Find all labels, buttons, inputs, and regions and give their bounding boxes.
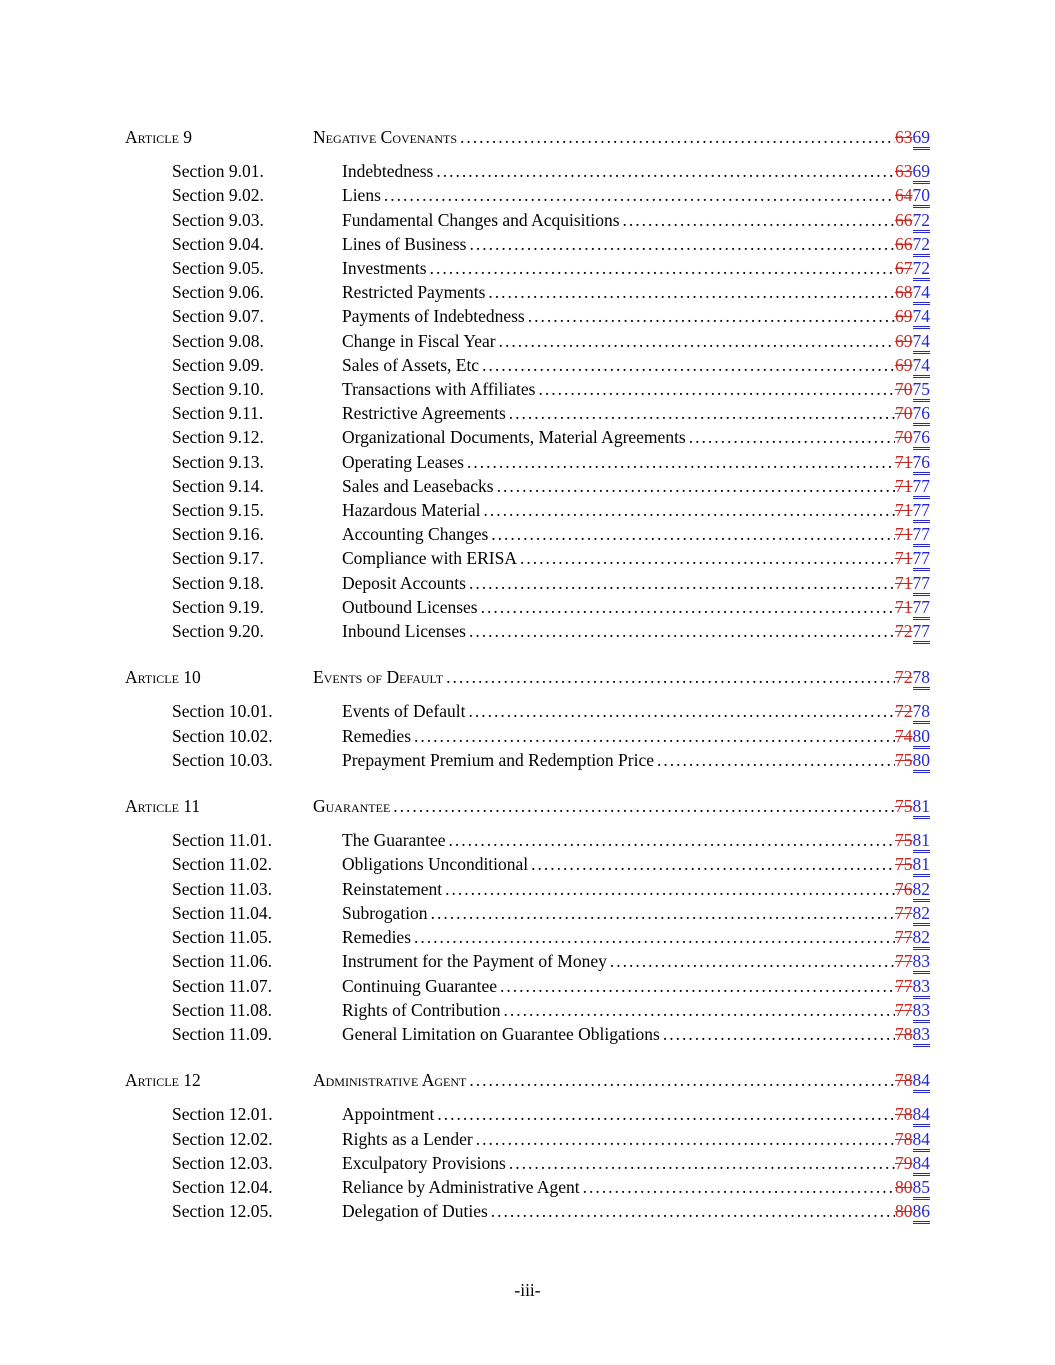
section-label: Section 11.03.: [172, 878, 272, 899]
section-label: Section 12.04.: [172, 1176, 273, 1197]
deleted-page-number: 77: [895, 927, 913, 948]
section-title: Compliance with ERISA: [342, 548, 517, 569]
dot-leader: [476, 1127, 895, 1151]
dot-leader: [623, 208, 895, 232]
deleted-page-number: 72: [895, 701, 913, 722]
deleted-page-number: 67: [895, 258, 913, 279]
dot-leader: [468, 699, 895, 723]
dot-leader: [663, 1022, 895, 1046]
toc-section-row: [125, 1022, 930, 1046]
toc-article-row: [125, 794, 930, 818]
article-title: Events of Default: [313, 667, 444, 688]
section-title: Accounting Changes: [342, 524, 489, 545]
page-numbers: [895, 828, 930, 852]
page-numbers: [895, 256, 930, 280]
section-label: Section 10.03.: [172, 749, 273, 770]
page-numbers: [895, 1175, 930, 1199]
page-numbers: [895, 377, 930, 401]
page-numbers: [895, 998, 930, 1022]
dot-leader: [414, 925, 895, 949]
section-label: Section 9.11.: [172, 403, 264, 424]
section-label: Section 9.07.: [172, 306, 264, 327]
section-title: Rights of Contribution: [342, 999, 501, 1020]
footer-page-number: -iii-: [514, 1280, 541, 1300]
page-numbers: [895, 974, 930, 998]
page-numbers: [895, 699, 930, 723]
toc-section-row: [125, 619, 930, 643]
page-numbers: [895, 1102, 930, 1126]
page-numbers: [895, 183, 930, 207]
dot-leader: [469, 232, 895, 256]
toc-section-row: [125, 304, 930, 328]
inserted-page-number-link[interactable]: 75: [913, 379, 931, 402]
page-numbers: [895, 794, 930, 818]
dot-leader: [446, 665, 895, 689]
section-label: Section 9.02.: [172, 185, 264, 206]
section-title: Sales of Assets, Etc: [342, 354, 480, 375]
dot-leader: [491, 522, 895, 546]
article-title: Administrative Agent: [313, 1070, 467, 1091]
section-label: Section 9.03.: [172, 209, 264, 230]
page-numbers: [895, 852, 930, 876]
toc-section-row: [125, 571, 930, 595]
inserted-page-number-link[interactable]: 72: [913, 258, 931, 281]
dot-leader: [467, 450, 895, 474]
page-numbers: [895, 1199, 930, 1223]
deleted-page-number: 70: [895, 427, 913, 448]
page-numbers: [895, 1022, 930, 1046]
section-title: Exculpatory Provisions: [342, 1152, 506, 1173]
section-label: Section 12.05.: [172, 1201, 273, 1222]
section-title: Outbound Licenses: [342, 596, 478, 617]
dot-leader: [531, 852, 895, 876]
inserted-page-number-link[interactable]: 76: [913, 427, 931, 450]
dot-leader: [384, 183, 895, 207]
deleted-page-number: 77: [895, 902, 913, 923]
page-numbers: [895, 208, 930, 232]
page-numbers: [895, 450, 930, 474]
dot-leader: [469, 619, 895, 643]
deleted-page-number: 78: [895, 1070, 913, 1091]
section-label: Section 11.08.: [172, 999, 272, 1020]
deleted-page-number: 71: [895, 451, 913, 472]
section-title: Payments of Indebtedness: [342, 306, 525, 327]
inserted-page-number-link[interactable]: 86: [913, 1201, 931, 1224]
section-label: Section 9.18.: [172, 572, 264, 593]
toc-section-row: [125, 522, 930, 546]
toc-section-row: [125, 1199, 930, 1223]
toc-section-row: [125, 377, 930, 401]
deleted-page-number: 63: [895, 127, 913, 147]
dot-leader: [520, 546, 895, 570]
deleted-page-number: 75: [895, 749, 913, 770]
dot-leader: [583, 1175, 895, 1199]
toc-section-row: [125, 877, 930, 901]
inserted-page-number-link[interactable]: 78: [913, 667, 931, 690]
section-title: Fundamental Changes and Acquisitions: [342, 209, 620, 230]
page-numbers: [895, 159, 930, 183]
section-title: Delegation of Duties: [342, 1201, 488, 1222]
section-label: Section 9.14.: [172, 475, 264, 496]
toc-article-row: [125, 125, 930, 149]
toc-section-row: [125, 724, 930, 748]
section-title: Prepayment Premium and Redemption Price: [342, 749, 655, 770]
toc-section-row: [125, 1151, 930, 1175]
section-label: Section 11.07.: [172, 975, 272, 996]
inserted-page-number-link[interactable]: 77: [913, 548, 931, 571]
inserted-page-number-link[interactable]: 72: [913, 210, 931, 233]
toc-section-row: [125, 925, 930, 949]
inserted-page-number-link[interactable]: 80: [913, 726, 931, 749]
dot-leader: [460, 125, 895, 149]
deleted-page-number: 68: [895, 282, 913, 303]
toc-section-row: [125, 901, 930, 925]
deleted-page-number: 77: [895, 951, 913, 972]
deleted-page-number: 66: [895, 233, 913, 254]
toc-section-row: [125, 1175, 930, 1199]
toc-section-row: [125, 748, 930, 772]
section-title: Lines of Business: [342, 233, 467, 254]
inserted-page-number-link[interactable]: 80: [913, 750, 931, 773]
article-label: Article 10: [125, 667, 201, 688]
inserted-page-number-link[interactable]: 83: [913, 1024, 931, 1047]
page-numbers: [895, 232, 930, 256]
deleted-page-number: 72: [895, 667, 913, 688]
toc-article-row: [125, 1068, 930, 1092]
dot-leader: [437, 1102, 895, 1126]
section-title: Remedies: [342, 725, 412, 746]
dot-leader: [509, 1151, 895, 1175]
section-title: The Guarantee: [342, 830, 446, 851]
section-label: Section 9.17.: [172, 548, 264, 569]
toc-section-row: [125, 949, 930, 973]
dot-leader: [491, 1199, 895, 1223]
inserted-page-number-link[interactable]: 76: [913, 403, 931, 426]
section-label: Section 11.01.: [172, 830, 272, 851]
toc-section-row: [125, 159, 930, 183]
page-numbers: [895, 401, 930, 425]
inserted-page-number-link[interactable]: 77: [913, 621, 931, 644]
section-title: Organizational Documents, Material Agreements: [342, 427, 686, 448]
deleted-page-number: 66: [895, 209, 913, 230]
section-title: Reinstatement: [342, 878, 443, 899]
deleted-page-number: 63: [895, 161, 913, 182]
inserted-page-number-link[interactable]: 82: [913, 903, 931, 926]
inserted-page-number-link[interactable]: 74: [913, 331, 931, 354]
inserted-page-number-link[interactable]: 83: [913, 951, 931, 974]
section-title: Reliance by Administrative Agent: [342, 1176, 580, 1197]
page-footer: [0, 1280, 1055, 1301]
section-title: Instrument for the Payment of Money: [342, 951, 607, 972]
section-label: Section 12.02.: [172, 1128, 273, 1149]
section-label: Section 9.06.: [172, 282, 264, 303]
inserted-page-number-link[interactable]: 72: [913, 234, 931, 257]
page-numbers: [895, 901, 930, 925]
deleted-page-number: 78: [895, 1128, 913, 1149]
section-title: Operating Leases: [342, 451, 464, 472]
section-title: Events of Default: [342, 701, 466, 722]
inserted-page-number-link[interactable]: 77: [913, 500, 931, 523]
inserted-page-number-link[interactable]: 83: [913, 976, 931, 999]
section-label: Section 9.13.: [172, 451, 264, 472]
deleted-page-number: 77: [895, 999, 913, 1020]
deleted-page-number: 75: [895, 830, 913, 851]
section-label: Section 11.02.: [172, 854, 272, 875]
deleted-page-number: 72: [895, 621, 913, 642]
article-title: Negative Covenants: [313, 127, 458, 147]
deleted-page-number: 71: [895, 548, 913, 569]
toc-section-row: [125, 1102, 930, 1126]
section-label: Section 11.04.: [172, 902, 272, 923]
page-numbers: [895, 280, 930, 304]
section-label: Section 10.02.: [172, 725, 273, 746]
toc-section-row: [125, 974, 930, 998]
inserted-page-number-link[interactable]: 74: [913, 306, 931, 329]
section-label: Section 9.05.: [172, 258, 264, 279]
section-label: Section 12.01.: [172, 1104, 273, 1125]
inserted-page-number-link[interactable]: 69: [913, 161, 931, 184]
deleted-page-number: 69: [895, 330, 913, 351]
section-label: Section 9.19.: [172, 596, 264, 617]
deleted-page-number: 76: [895, 878, 913, 899]
deleted-page-number: 69: [895, 354, 913, 375]
inserted-page-number-link[interactable]: 81: [913, 796, 931, 819]
section-label: Section 11.09.: [172, 1023, 272, 1044]
inserted-page-number-link[interactable]: 76: [913, 452, 931, 475]
dot-leader: [500, 974, 895, 998]
toc-section-row: [125, 828, 930, 852]
section-label: Section 11.06.: [172, 951, 272, 972]
section-title: Appointment: [342, 1104, 435, 1125]
deleted-page-number: 64: [895, 185, 913, 206]
inserted-page-number-link[interactable]: 81: [913, 854, 931, 877]
dot-leader: [469, 571, 895, 595]
section-label: Section 9.15.: [172, 500, 264, 521]
dot-leader: [431, 901, 895, 925]
dot-leader: [497, 474, 895, 498]
toc-section-row: [125, 852, 930, 876]
deleted-page-number: 75: [895, 854, 913, 875]
page-numbers: [895, 619, 930, 643]
deleted-page-number: 71: [895, 572, 913, 593]
page-numbers: [895, 1151, 930, 1175]
page-numbers: [895, 1127, 930, 1151]
section-label: Section 9.09.: [172, 354, 264, 375]
page-numbers: [895, 425, 930, 449]
inserted-page-number-link[interactable]: 82: [913, 879, 931, 902]
section-label: Section 12.03.: [172, 1152, 273, 1173]
toc-section-row: [125, 595, 930, 619]
toc-section-row: [125, 256, 930, 280]
section-title: Inbound Licenses: [342, 621, 466, 642]
toc-section-row: [125, 183, 930, 207]
deleted-page-number: 78: [895, 1104, 913, 1125]
section-title: Obligations Unconditional: [342, 854, 529, 875]
article-title: Guarantee: [313, 796, 391, 817]
page-numbers: [895, 474, 930, 498]
dot-leader: [430, 256, 895, 280]
section-title: Deposit Accounts: [342, 572, 466, 593]
section-title: Liens: [342, 185, 381, 206]
deleted-page-number: 80: [895, 1176, 913, 1197]
page-numbers: [895, 724, 930, 748]
deleted-page-number: 71: [895, 500, 913, 521]
dot-leader: [482, 353, 895, 377]
deleted-page-number: 69: [895, 306, 913, 327]
inserted-page-number-link[interactable]: 82: [913, 927, 931, 950]
dot-leader: [538, 377, 895, 401]
inserted-page-number-link[interactable]: 77: [913, 573, 931, 596]
toc-section-row: [125, 474, 930, 498]
deleted-page-number: 70: [895, 379, 913, 400]
inserted-page-number-link[interactable]: 77: [913, 597, 931, 620]
page-numbers: [895, 1068, 930, 1092]
deleted-page-number: 70: [895, 403, 913, 424]
dot-leader: [448, 828, 895, 852]
section-title: Hazardous Material: [342, 500, 481, 521]
inserted-page-number-link[interactable]: 77: [913, 476, 931, 499]
inserted-page-number-link[interactable]: 83: [913, 1000, 931, 1023]
section-title: Investments: [342, 258, 427, 279]
toc-article-row: [125, 665, 930, 689]
dot-leader: [469, 1068, 895, 1092]
section-label: Section 11.05.: [172, 927, 272, 948]
deleted-page-number: 75: [895, 796, 913, 817]
page-numbers: [895, 304, 930, 328]
inserted-page-number-link[interactable]: 74: [913, 282, 931, 305]
toc-section-row: [125, 998, 930, 1022]
dot-leader: [414, 724, 895, 748]
page-numbers: [895, 949, 930, 973]
toc-section-row: [125, 401, 930, 425]
inserted-page-number-link[interactable]: 85: [913, 1177, 931, 1200]
dot-leader: [481, 595, 895, 619]
section-title: Restrictive Agreements: [342, 403, 506, 424]
dot-leader: [436, 159, 895, 183]
toc-section-row: [125, 353, 930, 377]
section-title: Change in Fiscal Year: [342, 330, 496, 351]
section-label: Section 9.10.: [172, 379, 264, 400]
dot-leader: [509, 401, 895, 425]
toc-section-row: [125, 1127, 930, 1151]
section-title: Continuing Guarantee: [342, 975, 498, 996]
toc-section-row: [125, 699, 930, 723]
dot-leader: [483, 498, 895, 522]
section-title: Subrogation: [342, 902, 428, 923]
page-numbers: [895, 595, 930, 619]
dot-leader: [528, 304, 895, 328]
inserted-page-number-link[interactable]: 84: [913, 1070, 931, 1093]
deleted-page-number: 71: [895, 596, 913, 617]
section-title: Indebtedness: [342, 161, 434, 182]
deleted-page-number: 77: [895, 975, 913, 996]
dot-leader: [499, 329, 895, 353]
section-label: Section 9.04.: [172, 233, 264, 254]
toc-section-row: [125, 498, 930, 522]
inserted-page-number-link[interactable]: 84: [913, 1129, 931, 1152]
page-numbers: [895, 748, 930, 772]
article-label: Article 9: [125, 127, 193, 147]
section-title: Restricted Payments: [342, 282, 486, 303]
toc-section-row: [125, 208, 930, 232]
dot-leader: [393, 794, 895, 818]
deleted-page-number: 80: [895, 1201, 913, 1222]
page-numbers: [895, 353, 930, 377]
toc-section-row: [125, 450, 930, 474]
page-numbers: [895, 925, 930, 949]
article-label: Article 12: [125, 1070, 201, 1091]
page-numbers: [895, 546, 930, 570]
page-numbers: [895, 125, 930, 149]
toc-section-row: [125, 232, 930, 256]
toc-section-row: [125, 280, 930, 304]
section-title: Transactions with Affiliates: [342, 379, 536, 400]
inserted-page-number-link[interactable]: 77: [913, 524, 931, 547]
page-numbers: [895, 665, 930, 689]
deleted-page-number: 71: [895, 524, 913, 545]
section-label: Section 9.16.: [172, 524, 264, 545]
toc-section-row: [125, 425, 930, 449]
dot-leader: [488, 280, 895, 304]
section-label: Section 9.01.: [172, 161, 264, 182]
section-label: Section 9.12.: [172, 427, 264, 448]
page-numbers: [895, 877, 930, 901]
dot-leader: [503, 998, 895, 1022]
page-numbers: [895, 498, 930, 522]
section-label: Section 9.08.: [172, 330, 264, 351]
section-title: Sales and Leasebacks: [342, 475, 494, 496]
dot-leader: [657, 748, 895, 772]
deleted-page-number: 74: [895, 725, 913, 746]
section-title: General Limitation on Guarantee Obligations: [342, 1023, 660, 1044]
deleted-page-number: 78: [895, 1023, 913, 1044]
inserted-page-number-link[interactable]: 74: [913, 355, 931, 378]
inserted-page-number-link[interactable]: 78: [913, 701, 931, 724]
inserted-page-number-link[interactable]: 70: [913, 185, 931, 208]
dot-leader: [689, 425, 895, 449]
section-title: Remedies: [342, 927, 412, 948]
page-numbers: [895, 329, 930, 353]
deleted-page-number: 71: [895, 475, 913, 496]
toc-section-row: [125, 546, 930, 570]
table-of-contents: [125, 125, 930, 1223]
inserted-page-number-link[interactable]: 84: [913, 1153, 931, 1176]
inserted-page-number-link[interactable]: 69: [913, 127, 931, 150]
dot-leader: [445, 877, 895, 901]
page-numbers: [895, 522, 930, 546]
section-label: Section 9.20.: [172, 621, 264, 642]
section-title: Rights as a Lender: [342, 1128, 473, 1149]
inserted-page-number-link[interactable]: 84: [913, 1104, 931, 1127]
toc-section-row: [125, 329, 930, 353]
section-label: Section 10.01.: [172, 701, 273, 722]
page-numbers: [895, 571, 930, 595]
inserted-page-number-link[interactable]: 81: [913, 830, 931, 853]
deleted-page-number: 79: [895, 1152, 913, 1173]
article-label: Article 11: [125, 796, 201, 817]
dot-leader: [610, 949, 895, 973]
